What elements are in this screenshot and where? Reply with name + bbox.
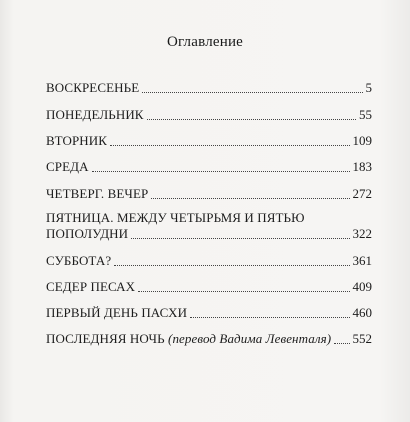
toc-entry-title: ВТОРНИК <box>46 133 108 148</box>
toc-entry <box>46 331 372 347</box>
toc-entry-title-line1: ПЯТНИЦА. МЕЖДУ ЧЕТЫРЬМЯ И ПЯТЬЮ <box>46 210 305 225</box>
toc-entry-page: 361 <box>352 253 372 268</box>
toc-entry-title: ЧЕТВЕРГ. ВЕЧЕР <box>46 186 149 201</box>
toc-entry-page: 183 <box>352 159 372 174</box>
toc-entry-title-line2: ПОПОЛУДНИ <box>46 226 129 241</box>
toc-entry-note: (перевод Вадима Левенталя) <box>168 331 332 346</box>
toc-entry <box>46 253 372 269</box>
toc-entry-title: ПОНЕДЕЛЬНИК <box>46 107 144 122</box>
toc-heading: Оглавление <box>166 34 244 50</box>
toc-entry <box>46 107 372 123</box>
toc-entry-page: 460 <box>352 305 372 320</box>
toc-entry-title: СРЕДА <box>46 159 89 174</box>
toc-entry <box>46 80 372 96</box>
dot-leader <box>114 265 349 266</box>
toc-entry <box>46 210 372 242</box>
dot-leader <box>190 317 349 318</box>
toc-entry-page: 552 <box>352 331 372 346</box>
toc-entry-page: 109 <box>352 133 372 148</box>
dot-leader <box>131 238 349 239</box>
toc-entry-title: СЕДЕР ПЕСАХ <box>46 279 136 294</box>
toc-entry <box>46 133 372 149</box>
dot-leader <box>138 291 349 292</box>
toc-entry-page: 5 <box>365 80 372 95</box>
toc-entry-page: 322 <box>352 226 372 241</box>
dot-leader <box>92 171 350 172</box>
toc-entry-title: ПЕРВЫЙ ДЕНЬ ПАСХИ <box>46 305 188 320</box>
toc-entry <box>46 279 372 295</box>
dot-leader <box>147 119 356 120</box>
toc-entry-page: 55 <box>359 107 372 122</box>
toc-entry-title: ВОСКРЕСЕНЬЕ <box>46 80 140 95</box>
toc-entry <box>46 159 372 175</box>
dot-leader <box>110 145 349 146</box>
dot-leader <box>142 92 362 93</box>
toc-entry-title-group <box>46 331 331 347</box>
toc-entry <box>46 305 372 321</box>
toc-entry-title: СУББОТА? <box>46 253 112 268</box>
dot-leader <box>334 343 349 344</box>
dot-leader <box>151 198 349 199</box>
toc-entry-title: ПОСЛЕДНЯЯ НОЧЬ <box>46 331 165 346</box>
toc-entry-page: 272 <box>352 186 372 201</box>
toc-entry <box>46 186 372 202</box>
toc-entry-page: 409 <box>352 279 372 294</box>
